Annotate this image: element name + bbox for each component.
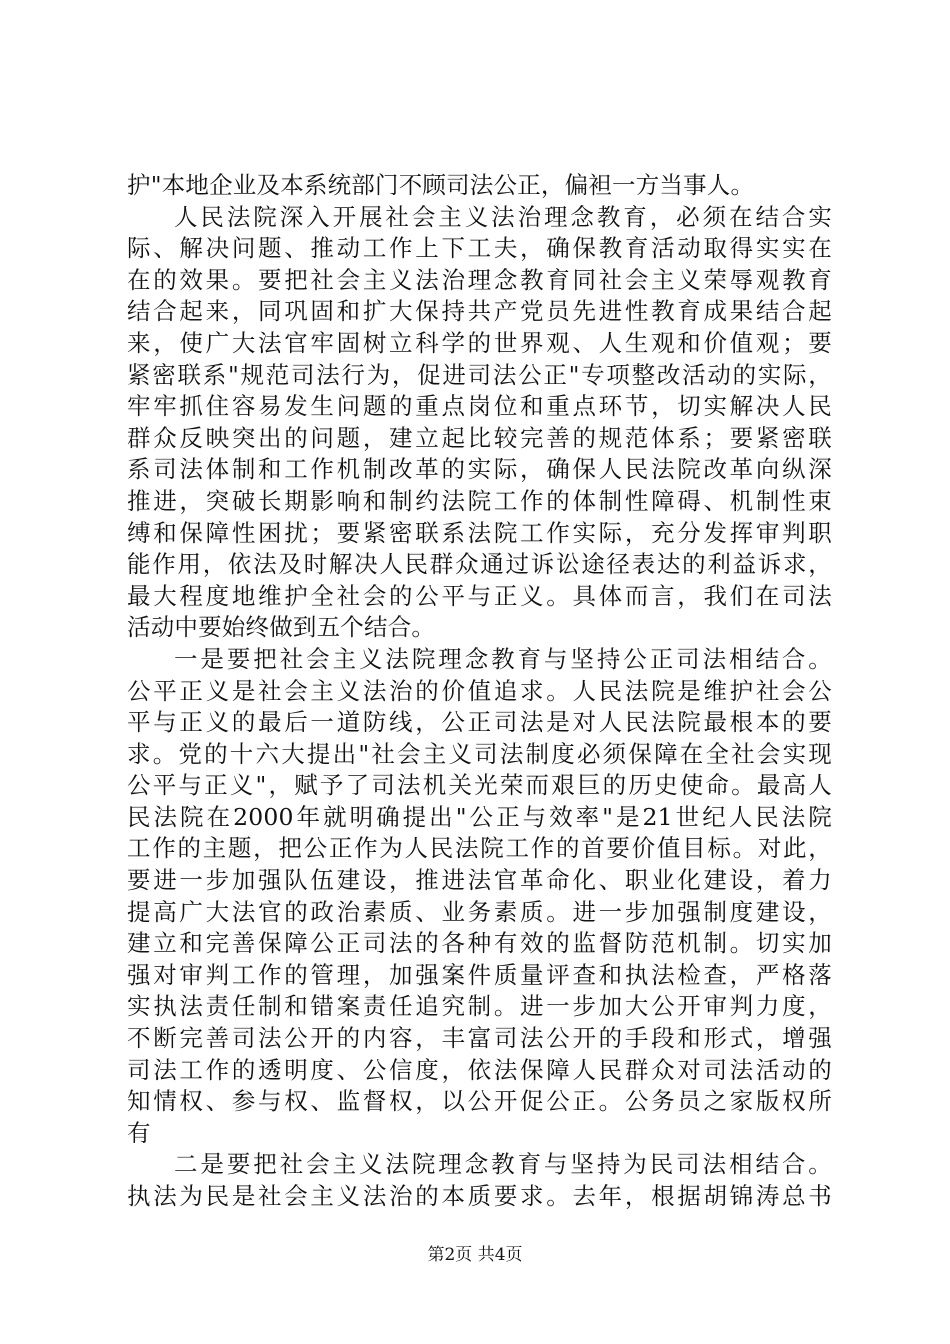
text-line: 司法工作的透明度、公信度，依法保障人民群众对司法活动的 — [127, 1055, 832, 1084]
text-line: 民法院在2000年就明确提出"公正与效率"是21世纪人民法院 — [127, 802, 832, 831]
text-line: 有 — [127, 1118, 151, 1147]
text-line: 求。党的十六大提出"社会主义司法制度必须保障在全社会实现 — [127, 739, 832, 768]
text-line: 牢牢抓住容易发生问题的重点岗位和重点环节，切实解决人民 — [127, 392, 832, 421]
text-line: 最大程度地维护全社会的公平与正义。具体而言，我们在司法 — [127, 581, 832, 610]
text-line: 一是要把社会主义法院理念教育与坚持公正司法相结合。 — [174, 644, 832, 673]
text-line: 实执法责任制和错案责任追究制。进一步加大公开审判力度， — [127, 992, 832, 1021]
text-line: 公平与正义"，赋予了司法机关光荣而艰巨的历史使命。最高人 — [127, 771, 832, 800]
text-line: 际、解决问题、推动工作上下工夫，确保教育活动取得实实在 — [127, 234, 832, 263]
text-line: 执法为民是社会主义法治的本质要求。去年，根据胡锦涛总书 — [127, 1182, 832, 1210]
text-line: 工作的主题，把公正作为人民法院工作的首要价值目标。对此， — [127, 834, 832, 863]
text-line: 活动中要始终做到五个结合。 — [127, 613, 436, 642]
text-line: 建立和完善保障公正司法的各种有效的监督防范机制。切实加 — [127, 929, 832, 958]
text-line: 群众反映突出的问题，建立起比较完善的规范体系；要紧密联 — [127, 423, 832, 452]
text-line: 护"本地企业及本系统部门不顾司法公正，偏袒一方当事人。 — [127, 171, 755, 199]
text-line: 人民法院深入开展社会主义法治理念教育，必须在结合实 — [174, 202, 832, 231]
text-line: 缚和保障性困扰；要紧密联系法院工作实际，充分发挥审判职 — [127, 518, 832, 547]
text-line: 不断完善司法公开的内容，丰富司法公开的手段和形式，增强 — [127, 1024, 832, 1053]
text-line: 系司法体制和工作机制改革的实际，确保人民法院改革向纵深 — [127, 455, 832, 484]
text-line: 在的效果。要把社会主义法治理念教育同社会主义荣辱观教育 — [127, 265, 832, 294]
text-line: 提高广大法官的政治素质、业务素质。进一步加强制度建设， — [127, 897, 832, 926]
text-line: 来，使广大法官牢固树立科学的世界观、人生观和价值观；要 — [127, 328, 832, 357]
text-line: 公平正义是社会主义法治的价值追求。人民法院是维护社会公 — [127, 676, 832, 705]
page-footer: 第2页 共4页 — [427, 1245, 523, 1265]
body-text — [127, 170, 832, 1213]
text-line: 紧密联系"规范司法行为，促进司法公正"专项整改活动的实际， — [127, 360, 832, 389]
text-line: 强对审判工作的管理，加强案件质量评查和执法检查，严格落 — [127, 960, 832, 989]
text-line: 能作用，依法及时解决人民群众通过诉讼途径表达的利益诉求， — [127, 550, 832, 579]
text-line: 平与正义的最后一道防线，公正司法是对人民法院最根本的要 — [127, 708, 832, 737]
text-line: 结合起来，同巩固和扩大保持共产党员先进性教育成果结合起 — [127, 297, 832, 326]
text-line: 知情权、参与权、监督权，以公开促公正。公务员之家版权所 — [127, 1087, 832, 1116]
text-line: 要进一步加强队伍建设，推进法官革命化、职业化建设，着力 — [127, 866, 832, 895]
text-line: 二是要把社会主义法院理念教育与坚持为民司法相结合。 — [174, 1150, 832, 1179]
text-line: 推进，突破长期影响和制约法院工作的体制性障碍、机制性束 — [127, 486, 832, 515]
